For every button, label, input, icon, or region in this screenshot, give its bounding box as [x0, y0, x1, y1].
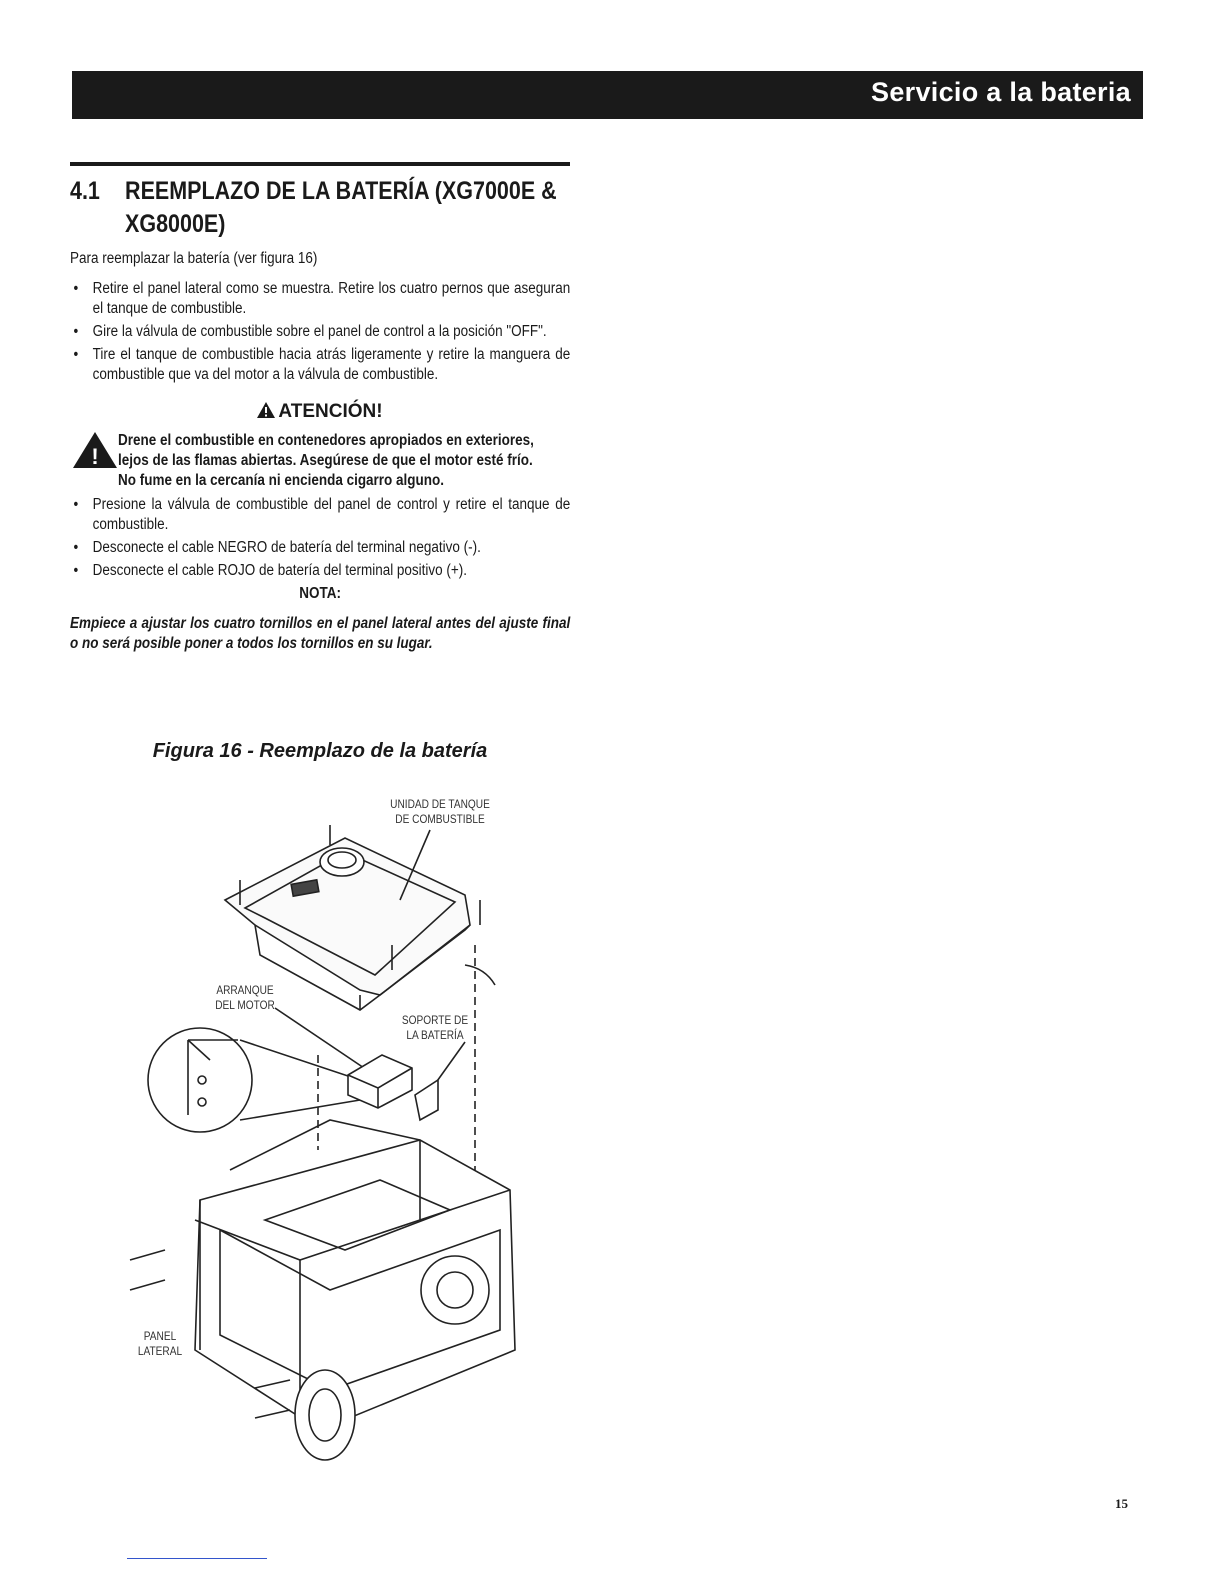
warning-title: ATENCIÓN!	[278, 401, 383, 422]
list-item: • Retire el panel lateral como se muestra. Retire los cuatro pernos que aseguran el tanque de combustible.	[70, 279, 570, 319]
list-item: • Presione la válvula de combustible del panel de control y retire el tanque de combustible.	[70, 495, 570, 535]
section-title	[70, 175, 577, 241]
content-column	[70, 162, 570, 654]
list-item: • Gire la válvula de combustible sobre el panel de control a la posición "OFF".	[70, 322, 570, 342]
section-rule	[70, 162, 570, 166]
list-item: • Desconecte el cable NEGRO de batería del terminal negativo (-).	[70, 538, 570, 558]
label-battery-support: SOPORTE DE LA BATERÍA	[401, 1015, 469, 1042]
section-header-title: Servicio a la bateria	[871, 77, 1131, 107]
list-item: • Tire el tanque de combustible hacia atrás ligeramente y retire la manguera de combustible que va del motor a la válvula de combustible.	[70, 345, 570, 385]
intro-text: Para reemplazar la batería (ver figura 16)	[70, 250, 318, 267]
list-item: • Desconecte el cable ROJO de batería del terminal positivo (+).	[70, 561, 570, 581]
label-engine-starter: ARRANQUE DEL MOTOR	[215, 985, 275, 1012]
battery-replacement-diagram	[120, 790, 540, 1470]
figure-caption: Figura 16 - Reemplazo de la batería	[152, 740, 488, 762]
warning-heading	[70, 401, 570, 423]
warning-small-icon	[257, 402, 275, 418]
section-title-line1: REEMPLAZO DE LA BATERÍA (XG7000E &	[125, 177, 557, 205]
warning-text: Drene el combustible en contenedores apropiados en exteriores, lejos de las flamas abiertas. Asegúrese de que el motor esté frío. No fume en la cercanía ni encienda cigarro alguno.	[118, 432, 534, 489]
label-fuel-tank: UNIDAD DE TANQUE DE COMBUSTIBLE	[390, 799, 490, 826]
warning-icon	[72, 431, 118, 469]
footer-link-line	[127, 1558, 267, 1559]
bullet-list-a	[70, 279, 570, 385]
diagram-drawing	[120, 790, 540, 1470]
section-header-bar	[72, 71, 1143, 119]
page-number: 15	[1115, 1496, 1128, 1511]
section-title-line2: XG8000E)	[125, 210, 226, 238]
svg-text:!: !	[91, 444, 99, 469]
note-text: Empiece a ajustar los cuatro tornillos en el panel lateral antes del ajuste final o no será posible poner a todos los tornillos en su lugar.	[70, 615, 571, 652]
warning-block	[70, 431, 570, 491]
section-number: 4.1	[70, 177, 100, 205]
note-heading: NOTA:	[299, 585, 341, 602]
bullet-list-b	[70, 495, 570, 581]
label-side-panel: PANEL LATERAL	[137, 1331, 183, 1358]
